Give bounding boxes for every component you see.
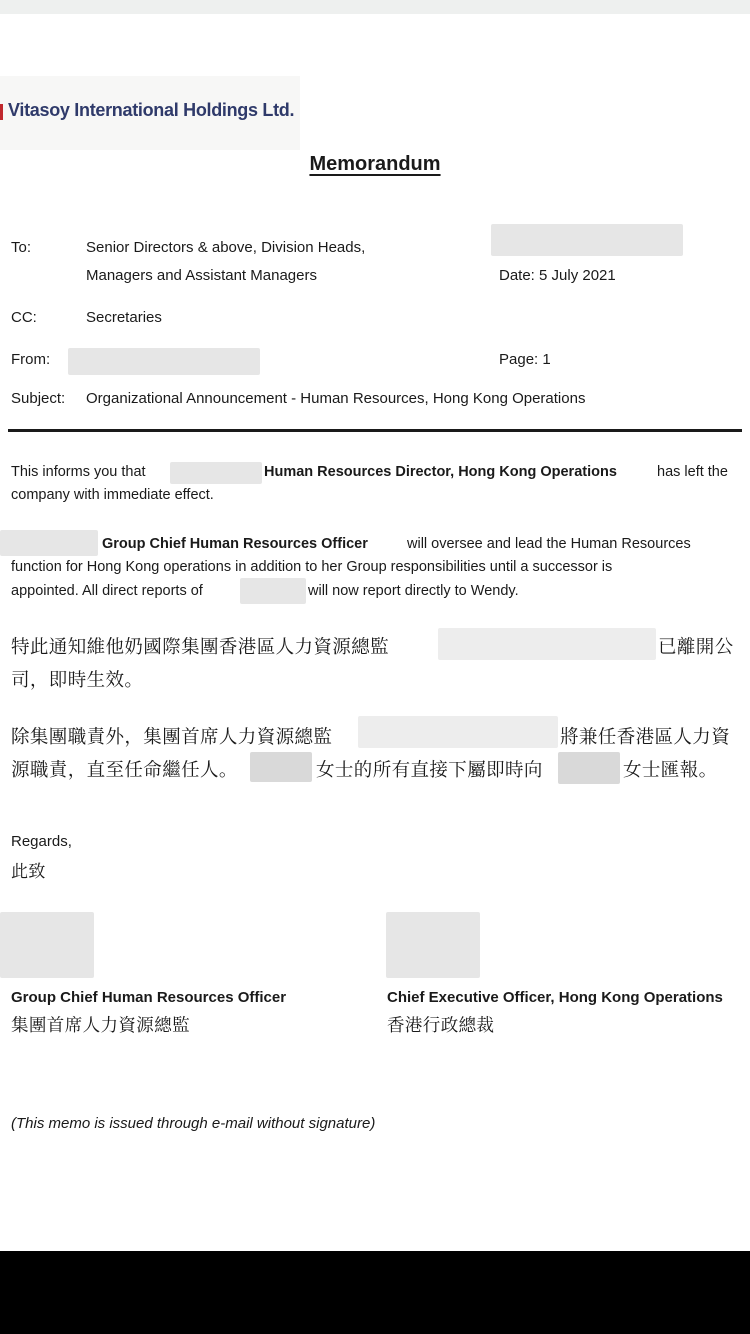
regards-text: Regards, xyxy=(11,833,72,850)
p2-line2: function for Hong Kong operations in addition to her Group responsibilities until a successor is xyxy=(11,559,613,575)
company-name: Vitasoy International Holdings Ltd. xyxy=(8,100,295,120)
cn2-line2b: 女士的所有直接下屬即時向 xyxy=(316,760,543,781)
p1-role: Human Resources Director, Hong Kong Operations xyxy=(264,464,617,480)
redacted-name xyxy=(438,628,656,660)
subject-label: Subject: xyxy=(11,390,66,407)
left-signatory-title: Group Chief Human Resources Officer xyxy=(11,989,287,1006)
to-value-line2: Managers and Assistant Managers xyxy=(86,267,317,284)
cn1-text-b: 已離開公 xyxy=(658,637,734,658)
cn2-line2a: 源職責，直至任命繼任人。 xyxy=(11,760,238,781)
top-status-bar xyxy=(0,0,750,14)
redacted-from xyxy=(68,348,260,375)
redacted-name xyxy=(558,752,620,784)
right-signatory-title-cn: 香港行政總裁 xyxy=(387,1016,495,1036)
memo-document xyxy=(0,14,750,1251)
cn1-text-a: 特此通知維他奶國際集團香港區人力資源總監 xyxy=(11,637,390,658)
left-signatory-title-cn: 集團首席人力資源總監 xyxy=(11,1016,190,1036)
cn2-line2c: 女士匯報。 xyxy=(623,760,718,781)
from-label: From: xyxy=(11,351,51,368)
page-number: Page: 1 xyxy=(499,351,551,368)
p2-text-a: will oversee and lead the Human Resources xyxy=(407,536,691,552)
cn2-text-b: 將兼任香港區人力資 xyxy=(560,727,731,748)
redacted-signature xyxy=(386,912,480,978)
regards-cn-text: 此致 xyxy=(11,862,46,882)
redacted-signature xyxy=(0,912,94,978)
cn1-line2: 司，即時生效。 xyxy=(11,670,144,691)
redacted-block xyxy=(491,224,683,256)
redacted-name xyxy=(0,530,98,556)
to-value-line1: Senior Directors & above, Division Heads, xyxy=(86,239,366,256)
subject-value: Organizational Announcement - Human Resources, Hong Kong Operations xyxy=(86,390,586,407)
redacted-name xyxy=(170,462,262,484)
p1-text-c: has left the xyxy=(657,464,728,480)
p2-line3b: will now report directly to Wendy. xyxy=(308,583,519,599)
company-logo xyxy=(0,76,300,150)
memo-date: Date: 5 July 2021 xyxy=(499,267,616,284)
bottom-bar xyxy=(0,1251,750,1334)
right-signatory-title: Chief Executive Officer, Hong Kong Operations xyxy=(387,989,723,1006)
p2-line3a: appointed. All direct reports of xyxy=(11,583,203,599)
p1-text-a: This informs you that xyxy=(11,464,146,480)
cn2-text-a: 除集團職責外，集團首席人力資源總監 xyxy=(11,727,333,748)
to-label: To: xyxy=(11,239,32,256)
cc-label: CC: xyxy=(11,309,37,326)
redacted-name xyxy=(358,716,558,748)
divider xyxy=(8,429,742,432)
logo-mark-icon xyxy=(0,104,3,120)
memo-title: Memorandum xyxy=(309,153,441,175)
footer-note: (This memo is issued through e-mail without signature) xyxy=(11,1115,376,1132)
cc-value: Secretaries xyxy=(86,309,162,326)
redacted-name xyxy=(240,578,306,604)
p1-line2: company with immediate effect. xyxy=(11,487,214,503)
p2-role: Group Chief Human Resources Officer xyxy=(102,536,368,552)
redacted-name xyxy=(250,752,312,782)
